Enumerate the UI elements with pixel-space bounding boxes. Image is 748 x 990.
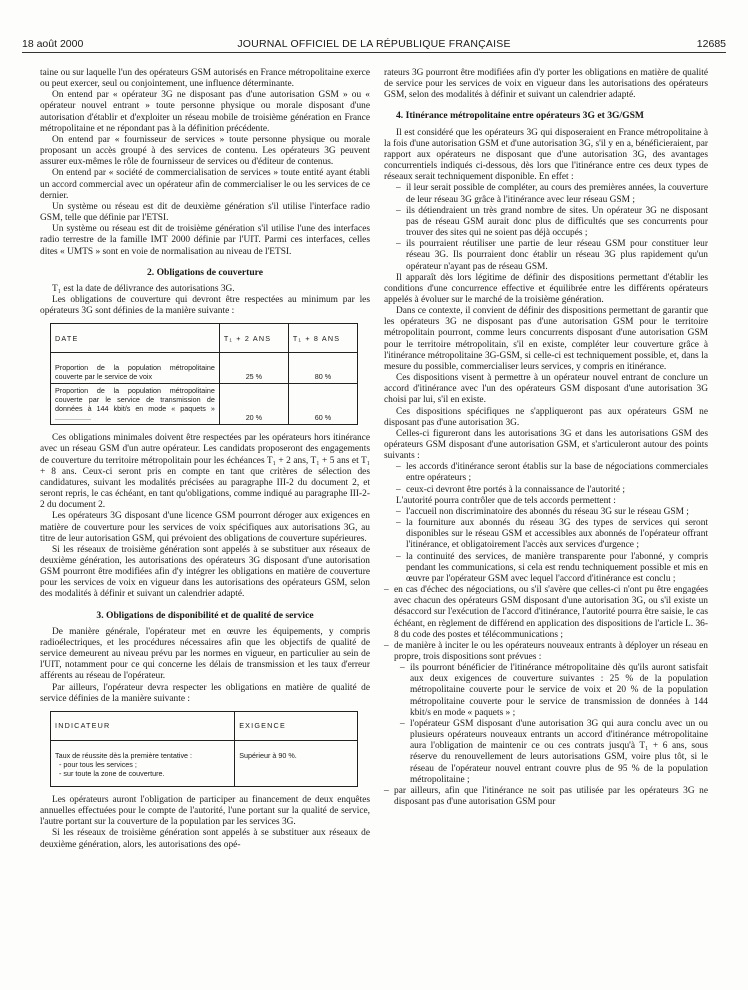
list — [384, 183, 708, 272]
list-item: – ceux-ci devront être portés à la connaissance de l'autorité ; — [396, 485, 708, 496]
list-item: – ils pourront bénéficier de l'itinérance métropolitaine dès qu'ils auront satisfait aux deux exigences de couverture suivantes : 25 % de la population métropolitaine couverte pour le service de voix et 20 % de la population métropolitaine couverte pour le service de transmission de données à 144 kbit/s en mode « paquets » ; — [400, 663, 708, 719]
paragraph: Un système ou réseau est dit de deuxième génération s'il utilise l'interface radio GSM, telle que définie par l'ETSI. — [40, 201, 370, 224]
paragraph: T₁ est la date de délivrance des autorisations 3G. — [52, 283, 235, 294]
quality-table — [50, 711, 358, 787]
section-heading: 3. Obligations de disponibilité et de qualité de service — [96, 609, 314, 621]
paragraph: Si les réseaux de troisième génération sont appelés à se substituer aux réseaux de deuxième génération, les autorisations des opérateurs 3G disposant d'une autorisation GSM pourront être modifiées afin d'y intégrer les obligations en matière de couverture pour les services de voix en vigueur dans les autorisations des opérateurs GSM, selon des modalités à définir et suivant un calendrier adapté. — [40, 544, 370, 600]
list-item: – la fourniture aux abonnés du réseau 3G des types de services qui seront disponibles sur le réseau GSM et accessibles aux abonnés de l'opérateur offrant l'itinérance, et obligatoirement l'accès aux services d'urgence ; — [396, 518, 708, 551]
table-row — [51, 740, 358, 786]
indicator-text: Taux de réussite dès la première tentative : — [55, 750, 193, 760]
table-cell: 80 % — [288, 353, 357, 384]
indicator-item: - pour tous les services ; — [59, 759, 137, 769]
list-item — [384, 641, 708, 786]
sub-list — [394, 663, 708, 786]
coverage-table — [50, 323, 358, 425]
paragraph: Il apparaît dès lors légitime de définir des dispositions permettant d'établir les conditions d'une concurrence effective et équilibrée entre les différents opérateurs appelés à évoluer sur le marché de la troisième génération. — [384, 272, 708, 305]
list — [384, 507, 708, 585]
table-cell: 20 % — [219, 384, 288, 425]
paragraph: Les opérateurs 3G disposant d'une licence GSM pourront déroger aux exigences en matière de couverture pour les services de voix spécifiques aux autorisations 3G, au titre de leur autorisation GSM, qui prévoient des obligations de couverture supérieures. — [40, 511, 370, 544]
paragraph: taine ou sur laquelle l'un des opérateurs GSM autorisés en France métropolitaine exerce ou peut exercer, seul ou conjointement, une influence déterminante. — [40, 68, 370, 90]
list — [384, 462, 708, 495]
list-item: – il leur serait possible de compléter, au cours des premières années, la couverture de leur réseau 3G grâce à l'itinérance avec leur réseau GSM ; — [396, 183, 708, 205]
table-cell: 60 % — [288, 384, 357, 425]
table-cell: 25 % — [219, 353, 288, 384]
table-header: DATE — [51, 324, 220, 353]
paragraph: Celles-ci figureront dans les autorisations 3G et dans les autorisations GSM des opérateurs GSM disposant d'une autorisation GSM, et s'articuleront autour des points suivants : — [384, 428, 708, 462]
paragraph: L'autorité pourra contrôler que de tels accords permettent : — [396, 495, 616, 506]
list-item: – les accords d'itinérance seront établis sur la base de négociations commerciales entre opérateurs ; — [396, 462, 708, 484]
paragraph: Il est considéré que les opérateurs 3G qui disposeraient en France métropolitaine à la fois d'une autorisation GSM et d'une autorisation 3G, s'il y en a, bénéficieraient, par rapport aux opérateurs ne disposant que d'une autorisation 3G, des avantages concurrentiels indiqués ci-dessous, dès lors que l'itinérance entre ces deux types de réseaux serait techniquement disponible. En effet : — [384, 127, 708, 183]
list-item: – l'accueil non discriminatoire des abonnés du réseau 3G sur le réseau GSM ; — [396, 507, 708, 518]
table-header: INDICATEUR — [51, 711, 235, 740]
sub-list — [384, 786, 708, 808]
table-cell: Proportion de la population métropolitaine couverte par le service de voix — [51, 353, 220, 384]
paragraph: On entend par « opérateur 3G ne disposant pas d'une autorisation GSM » ou « opérateur nouvel entrant » toute personne physique ou morale disposant d'une autorisation d'établir et d'exploiter un réseau mobile de troisième génération en France métropolitaine et ne répondant pas à la définition précédente. — [40, 90, 370, 134]
list-item: – – par ailleurs, afin que l'itinérance ne soit pas utilisée par les opérateurs 3G ne disposant pas d'une autorisation GSM pour — [384, 786, 708, 808]
list-item: – ils détiendraient un très grand nombre de sites. Un opérateur 3G ne disposant pas de réseau GSM aurait donc plus de difficultés que ses concurrents pour trouver des sites qui ne soient pas déjà occupés ; — [396, 206, 708, 239]
table-header: T₁ + 8 ANS — [288, 324, 357, 353]
indicator-item: - sur toute la zone de couverture. — [59, 768, 165, 778]
paragraph: Ces dispositions visent à permettre à un opérateur nouvel entrant de conclure un accord d'itinérance avec l'un des opérateurs GSM disposant d'une autorisation 3G choisi par lui, s'il en existe. — [384, 373, 708, 406]
header-date: 18 août 2000 — [22, 38, 84, 50]
header-page-number: 12685 — [696, 38, 726, 50]
paragraph: Les opérateurs auront l'obligation de participer au financement de deux enquêtes annuelles effectuées pour le compte de l'autorité, l'une portant sur la qualité de service, l'autre portant sur la couverture de la population par les services 3G. — [40, 794, 370, 828]
table-cell: Proportion de la population métropolitaine couverte par le service de transmission de données à 144 kbit/s en mode « paquets » .................. — [51, 384, 220, 425]
paragraph: rateurs 3G pourront être modifiées afin d'y porter les obligations en matière de qualité de service pour les services de voix en vigueur dans les autorisations des opérateurs GSM, selon des modalités à définir et suivant un calendrier adapté. — [384, 68, 708, 101]
paragraph: Les obligations de couverture qui devront être respectées au minimum par les opérateurs 3G sont définies de la manière suivante : — [40, 294, 370, 317]
list-item-text: de manière à inciter le ou les opérateurs nouveaux entrants à déployer un réseau en propre, trois dispositions sont prévues : — [394, 640, 708, 662]
paragraph: On entend par « fournisseur de services » toute personne physique ou morale proposant un accès groupé à des services de contenu. Les opérateurs 3G peuvent assurer eux-mêmes le rôle de fournisseur de services ou d'éditeur de contenus. — [40, 134, 370, 168]
table-row — [51, 384, 358, 425]
table-row — [51, 353, 358, 384]
list-item: – la continuité des services, de manière transparente pour l'abonné, y compris pendant les communications, si cela est rendu techniquement possible et mis en œuvre par l'opérateur GSM avec lequel l'accord d'itinérance est conclu ; — [396, 552, 708, 585]
list-item: – ils pourraient réutiliser une partie de leur réseau GSM pour constituer leur réseau 3G. Ils pourraient donc établir un réseau 3G plus rapidement qu'un opérateur n'ayant pas de réseau GSM. — [396, 239, 708, 272]
paragraph: Ces dispositions spécifiques ne s'appliqueront pas aux opérateurs GSM ne disposant pas d'une autorisation 3G. — [384, 406, 708, 428]
table-header: T₁ + 2 ANS — [219, 324, 288, 353]
page-header — [22, 38, 726, 53]
paragraph: Dans ce contexte, il convient de définir des dispositions permettant de garantir que les opérateurs 3G ne disposant pas d'une autorisation GSM pour le territoire métropolitain pourront, comme leurs concurrents disposant d'une autorisation GSM pour le territoire métropolitain, s'il en existe, compléter leur couverture grâce à l'itinérance métropolitaine 3G-GSM, si celle-ci est techniquement possible, et, dans la mesure du possible, commercialiser leurs services, y compris en itinérance. — [384, 306, 708, 372]
paragraph: Par ailleurs, l'opérateur devra respecter les obligations en matière de qualité de service définies de la manière suivante : — [40, 682, 370, 704]
paragraph: Ces obligations minimales doivent être respectées par les opérateurs hors itinérance avec un réseau GSM d'un autre opérateur. Les candidats proposeront des engagements de couverture du territoire métropolitain pour les échéances T₁ + 2 ans, T₁ + 5 ans et T₁ + 8 ans. Ceux-ci seront pris en compte en tant que critères de sélection des candidatures, suivant les modalités précisées au paragraphe III-2 du document 2, et seront repris, le cas échéant, en tant qu'obligations, comme indiqué au paragraphe III-2-2 du document 2. — [40, 433, 370, 511]
paragraph: Si les réseaux de troisième génération sont appelés à se substituer aux réseaux de deuxième génération, alors, les autorisations des opé- — [40, 828, 370, 850]
table-cell: Supérieur à 90 %. — [235, 740, 358, 786]
list-item: – l'opérateur GSM disposant d'une autorisation 3G qui aura conclu avec un ou plusieurs opérateurs nouveaux entrants un accord d'itinérance métropolitaine aura l'obligation de maintenir ce ou ces contrats jusqu'à T₁ + 6 ans, sous réserve du renouvellement de leurs autorisations GSM, voire plus tôt, si le réseau de l'opérateur nouvel entrant couvre plus de 95 % de la population métropolitaine ; — [400, 719, 708, 786]
header-journal-title: JOURNAL OFFICIEL DE LA RÉPUBLIQUE FRANÇAISE — [237, 38, 511, 50]
paragraph: De manière générale, l'opérateur met en œuvre les équipements, y compris radioélectriques, et les procédures nécessaires afin que les objectifs de qualité de service demeurent au niveau prévu par les normes en vigueur, en particulier au sein de l'UIT, notamment pour ce qui concerne les délais de transmission et les taux d'erreur afférents au réseau de l'opérateur. — [40, 626, 370, 682]
paragraph: Un système ou réseau est dit de troisième génération s'il utilise l'une des interfaces radio terrestre de la famille IMT 2000 définie par l'UIT. Parmi ces interfaces, celles dites « UMTS » sont en voie de normalisation au niveau de l'ETSI. — [40, 224, 370, 257]
table-header: EXIGENCE — [235, 711, 358, 740]
left-column — [40, 68, 370, 851]
section-heading: 4. Itinérance métropolitaine entre opérateurs 3G et 3G/GSM — [396, 110, 644, 122]
table-cell — [51, 740, 235, 786]
right-column — [384, 68, 708, 808]
list-item: – en cas d'échec des négociations, ou s'il s'avère que celles-ci n'ont pu être engagées avec chacun des opérateurs GSM disposant d'une autorisation 3G, ou s'il existe un désaccord sur l'exécution de l'accord d'itinérance, l'autorité pourra être saisie, le cas échéant, en règlement de différend en application des dispositions de l'article L. 36-8 du code des postes et télécommunications ; — [384, 585, 708, 641]
section-heading: 2. Obligations de couverture — [146, 266, 263, 278]
list — [384, 585, 708, 808]
paragraph: On entend par « société de commercialisation de services » toute entité ayant établi un accord commercial avec un opérateur afin de commercialiser le ou les services de ce dernier. — [40, 168, 370, 201]
list-item — [384, 786, 708, 808]
